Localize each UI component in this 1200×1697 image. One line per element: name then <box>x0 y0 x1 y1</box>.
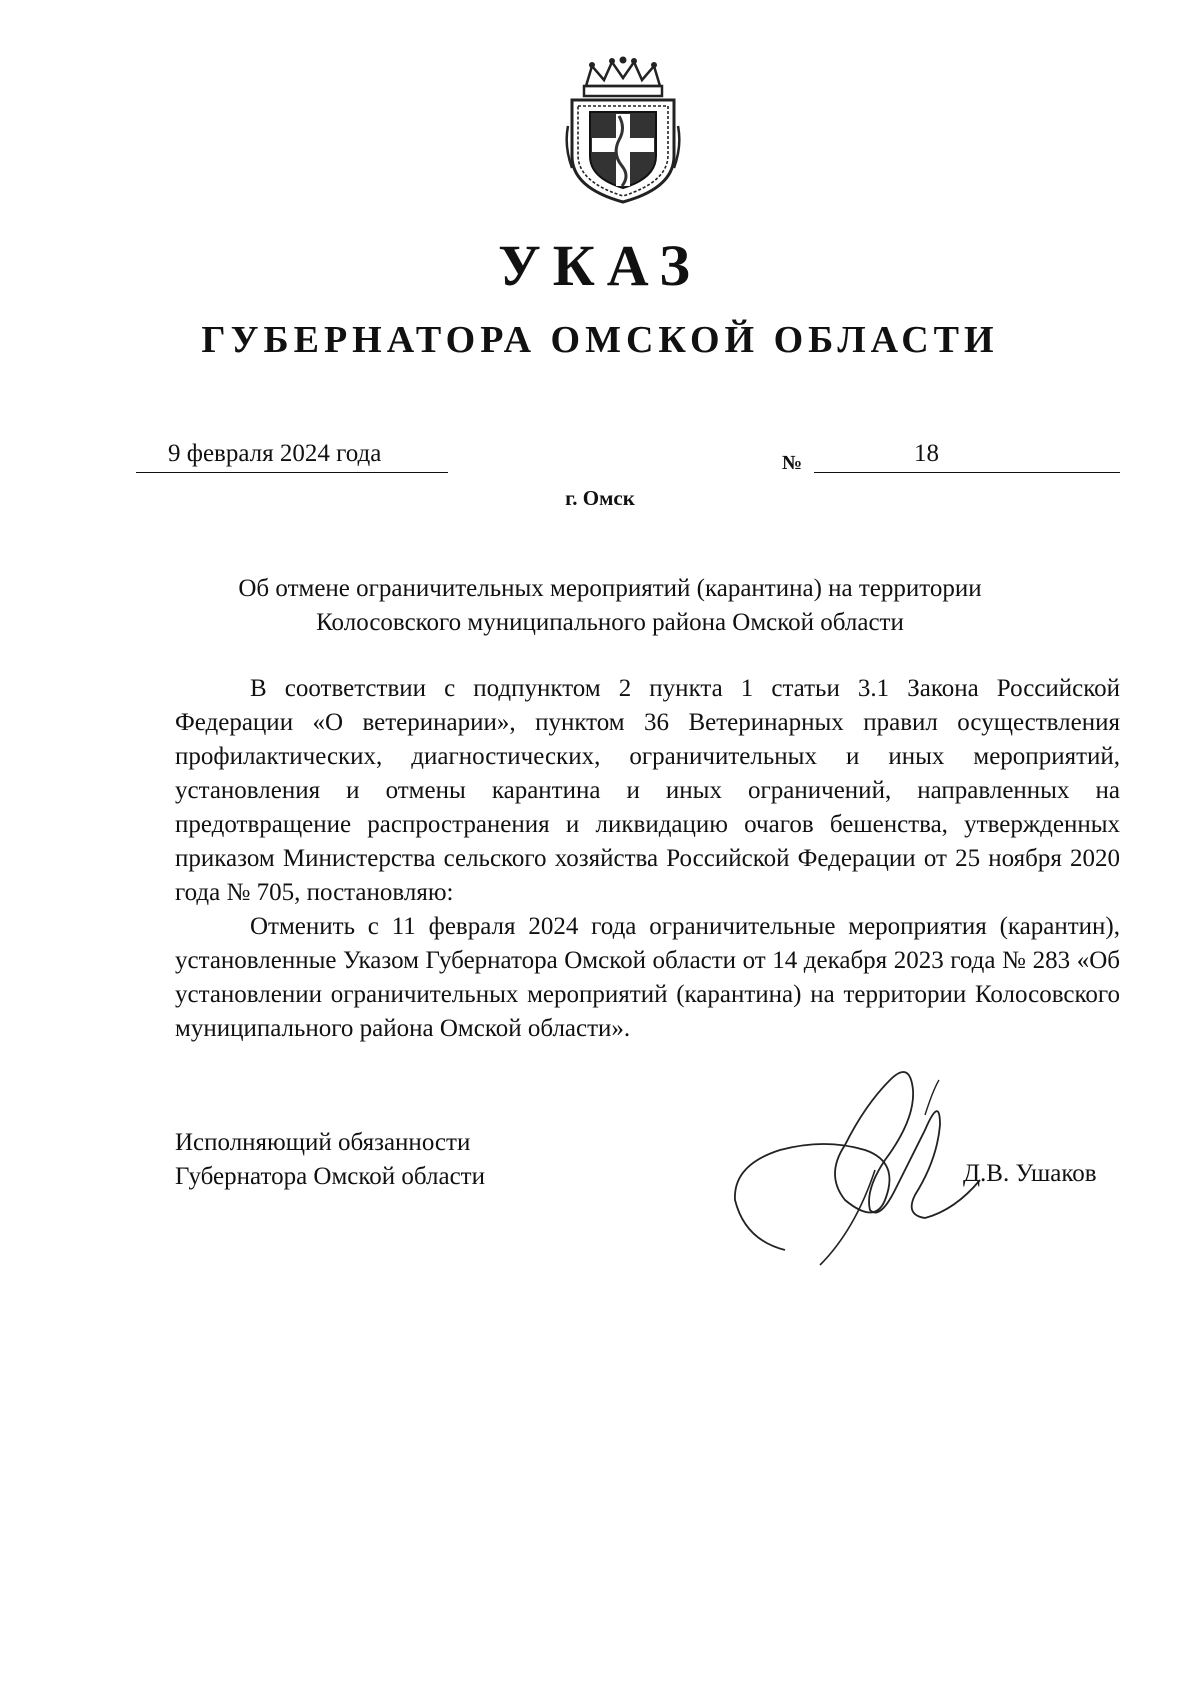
number-sign: № <box>782 452 803 474</box>
decree-number: 18 <box>914 440 939 467</box>
signatory-position-line-2: Губернатора Омской области <box>175 1163 485 1190</box>
decree-date: 9 февраля 2024 года <box>168 440 382 467</box>
decree-heading <box>150 572 1070 640</box>
signatory-position <box>175 1126 485 1194</box>
issue-city: г. Омск <box>565 486 635 510</box>
number-underline <box>814 444 1120 473</box>
body-paragraph-1: В соответствии с подпунктом 2 пункта 1 статьи 3.1 Закона Российской Федерации «О ветеринарии», пунктом 36 Ветеринарных правил осуществления профилактических, диагностических, ограничительных и иных мероприятий, установления и отмены карантина и иных ограничений, направленных на предотвращение распространения и ликвидацию очагов бешенства, утвержденных приказом Министерства сельского хозяйства Российской Федерации от 25 ноября 2020 года № 705, постановляю: <box>175 675 1120 906</box>
issuer-subtitle: ГУБЕРНАТОРА ОМСКОЙ ОБЛАСТИ <box>201 319 999 361</box>
body-paragraph-2: Отменить с 11 февраля 2024 года ограничительные мероприятия (карантин), установленные Указом Губернатора Омской области от 14 декабря 2023 года № 283 «Об установлении ограничительных мероприятий (карантина) на территории Колосовского муниципального района Омской области». <box>175 913 1120 1042</box>
document-type-title: УКАЗ <box>498 233 702 298</box>
signatory-name: Д.В. Ушаков <box>963 1160 1097 1187</box>
signatory-position-line-1: Исполняющий обязанности <box>175 1129 471 1156</box>
heading-line-1: Об отмене ограничительных мероприятий (карантина) на территории <box>238 575 982 602</box>
coat-of-arms-icon <box>564 56 682 204</box>
heading-line-2: Колосовского муниципального района Омской области <box>316 609 904 636</box>
handwritten-signature <box>725 1050 985 1280</box>
